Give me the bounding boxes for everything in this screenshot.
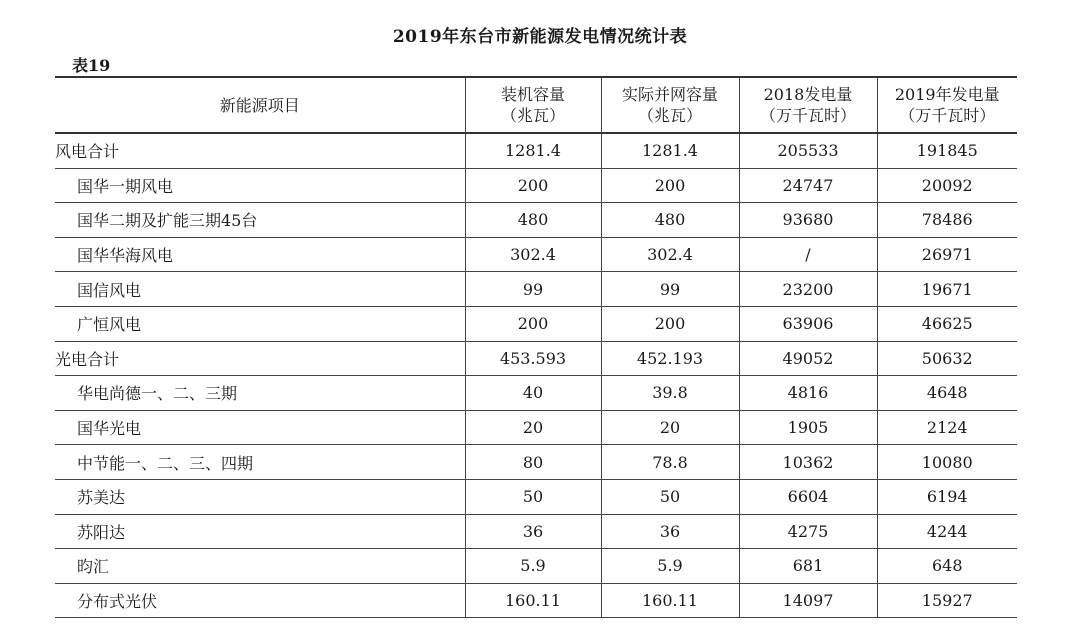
project-name-cell: 苏美达 xyxy=(55,479,465,514)
generation-2019-cell: 26971 xyxy=(877,237,1017,272)
installed-capacity-cell: 99 xyxy=(465,272,601,307)
grid-capacity-cell: 36 xyxy=(601,514,739,549)
project-name-cell: 风电合计 xyxy=(55,133,465,168)
table-row xyxy=(55,341,1017,376)
installed-capacity-cell: 200 xyxy=(465,306,601,341)
table-row xyxy=(55,583,1017,618)
header-project xyxy=(55,77,465,133)
table-row xyxy=(55,168,1017,203)
generation-2019-cell: 78486 xyxy=(877,203,1017,238)
project-name-cell: 昀汇 xyxy=(55,549,465,584)
grid-capacity-cell: 452.193 xyxy=(601,341,739,376)
installed-capacity-cell: 20 xyxy=(465,410,601,445)
header-installed-capacity-label: 装机容量 xyxy=(500,85,565,104)
generation-2019-cell: 4648 xyxy=(877,376,1017,411)
grid-capacity-cell: 480 xyxy=(601,203,739,238)
generation-2018-cell: 23200 xyxy=(739,272,877,307)
generation-2018-cell: 14097 xyxy=(739,583,877,618)
generation-2018-cell: / xyxy=(739,237,877,272)
project-name-cell: 国华一期风电 xyxy=(55,168,465,203)
table-row xyxy=(55,549,1017,584)
project-name-cell: 分布式光伏 xyxy=(55,583,465,618)
header-generation-2019-unit: （万千瓦时） xyxy=(899,106,996,125)
installed-capacity-cell: 36 xyxy=(465,514,601,549)
project-name-cell: 国信风电 xyxy=(55,272,465,307)
table-row xyxy=(55,445,1017,480)
installed-capacity-cell: 302.4 xyxy=(465,237,601,272)
project-name-cell: 国华华海风电 xyxy=(55,237,465,272)
installed-capacity-cell: 5.9 xyxy=(465,549,601,584)
grid-capacity-cell: 50 xyxy=(601,479,739,514)
table-row xyxy=(55,514,1017,549)
table-row xyxy=(55,376,1017,411)
installed-capacity-cell: 80 xyxy=(465,445,601,480)
header-grid-capacity-unit: （兆瓦） xyxy=(637,106,702,125)
generation-2018-cell: 4275 xyxy=(739,514,877,549)
header-installed-capacity xyxy=(465,77,601,133)
generation-2018-cell: 10362 xyxy=(739,445,877,480)
installed-capacity-cell: 453.593 xyxy=(465,341,601,376)
grid-capacity-cell: 200 xyxy=(601,168,739,203)
grid-capacity-cell: 200 xyxy=(601,306,739,341)
generation-2019-cell: 50632 xyxy=(877,341,1017,376)
generation-2019-cell: 46625 xyxy=(877,306,1017,341)
grid-capacity-cell: 20 xyxy=(601,410,739,445)
generation-2018-cell: 681 xyxy=(739,549,877,584)
generation-2018-cell: 1905 xyxy=(739,410,877,445)
generation-2018-cell: 63906 xyxy=(739,306,877,341)
table-number-label: 表19 xyxy=(72,56,111,75)
header-row xyxy=(55,77,1017,133)
installed-capacity-cell: 480 xyxy=(465,203,601,238)
header-installed-capacity-unit: （兆瓦） xyxy=(500,106,565,125)
header-generation-2018-unit: （万千瓦时） xyxy=(759,106,856,125)
grid-capacity-cell: 39.8 xyxy=(601,376,739,411)
table-title: 2019年东台市新能源发电情况统计表 xyxy=(392,27,688,47)
header-project-label: 新能源项目 xyxy=(219,95,300,115)
generation-2018-cell: 49052 xyxy=(739,341,877,376)
generation-2019-cell: 4244 xyxy=(877,514,1017,549)
table-row xyxy=(55,479,1017,514)
table-row xyxy=(55,410,1017,445)
table-row xyxy=(55,203,1017,238)
grid-capacity-cell: 302.4 xyxy=(601,237,739,272)
installed-capacity-cell: 40 xyxy=(465,376,601,411)
table-row xyxy=(55,237,1017,272)
table-row xyxy=(55,133,1017,168)
table-header xyxy=(55,77,1017,133)
installed-capacity-cell: 50 xyxy=(465,479,601,514)
project-name-cell: 华电尚德一、二、三期 xyxy=(55,376,465,411)
installed-capacity-cell: 200 xyxy=(465,168,601,203)
installed-capacity-cell: 160.11 xyxy=(465,583,601,618)
generation-2019-cell: 648 xyxy=(877,549,1017,584)
table-body xyxy=(55,133,1017,618)
grid-capacity-cell: 99 xyxy=(601,272,739,307)
generation-2018-cell: 205533 xyxy=(739,133,877,168)
generation-2019-cell: 19671 xyxy=(877,272,1017,307)
generation-2019-cell: 191845 xyxy=(877,133,1017,168)
project-name-cell: 广恒风电 xyxy=(55,306,465,341)
generation-2019-cell: 2124 xyxy=(877,410,1017,445)
generation-2018-cell: 24747 xyxy=(739,168,877,203)
header-generation-2018-label: 2018发电量 xyxy=(763,85,853,104)
table-row xyxy=(55,272,1017,307)
generation-2019-cell: 6194 xyxy=(877,479,1017,514)
generation-2018-cell: 93680 xyxy=(739,203,877,238)
project-name-cell: 光电合计 xyxy=(55,341,465,376)
generation-2018-cell: 4816 xyxy=(739,376,877,411)
generation-2019-cell: 10080 xyxy=(877,445,1017,480)
grid-capacity-cell: 5.9 xyxy=(601,549,739,584)
header-grid-capacity xyxy=(601,77,739,133)
installed-capacity-cell: 1281.4 xyxy=(465,133,601,168)
grid-capacity-cell: 1281.4 xyxy=(601,133,739,168)
grid-capacity-cell: 78.8 xyxy=(601,445,739,480)
generation-2019-cell: 20092 xyxy=(877,168,1017,203)
header-generation-2019-label: 2019年发电量 xyxy=(894,85,1000,104)
generation-2019-cell: 15927 xyxy=(877,583,1017,618)
project-name-cell: 国华光电 xyxy=(55,410,465,445)
project-name-cell: 苏阳达 xyxy=(55,514,465,549)
grid-capacity-cell: 160.11 xyxy=(601,583,739,618)
generation-2018-cell: 6604 xyxy=(739,479,877,514)
table-row xyxy=(55,306,1017,341)
header-generation-2018 xyxy=(739,77,877,133)
project-name-cell: 国华二期及扩能三期45台 xyxy=(55,203,465,238)
statistics-table xyxy=(55,76,1017,618)
project-name-cell: 中节能一、二、三、四期 xyxy=(55,445,465,480)
header-grid-capacity-label: 实际并网容量 xyxy=(621,85,718,104)
header-generation-2019 xyxy=(877,77,1017,133)
